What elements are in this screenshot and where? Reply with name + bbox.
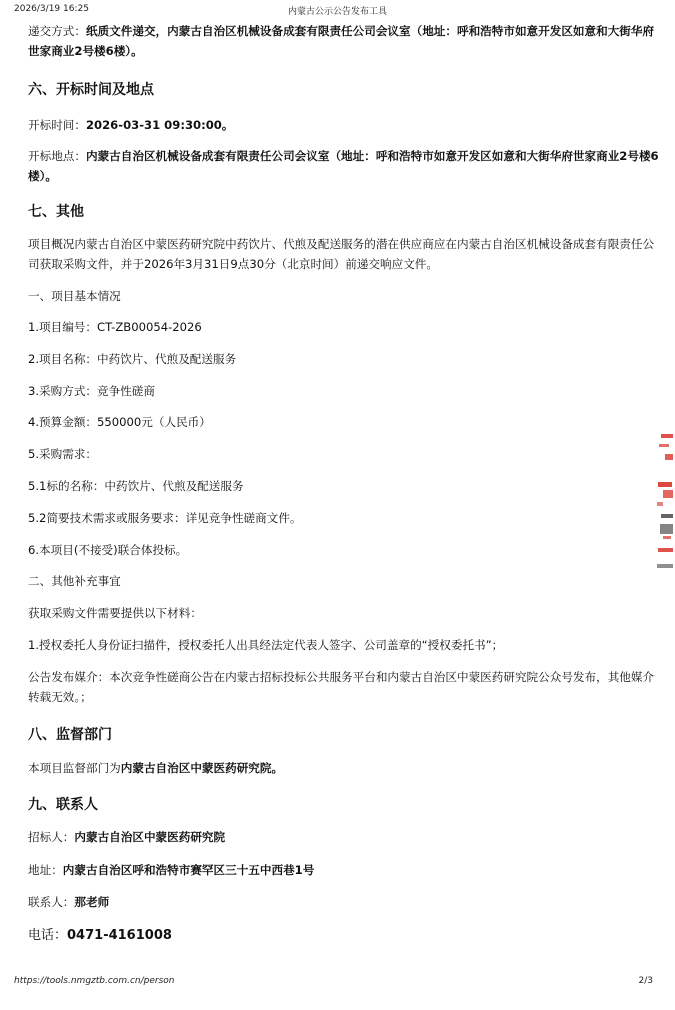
seal-stamp-fragment xyxy=(655,432,675,578)
section-8-title: 八、监督部门 xyxy=(28,727,112,743)
project-number: 1.项目编号：CT-ZB00054-2026 xyxy=(28,320,202,334)
consortium-note: 6.本项目(不接受)联合体投标。 xyxy=(28,543,188,557)
lot-name: 5.1标的名称：中药饮片、代煎及配送服务 xyxy=(28,479,244,493)
print-timestamp: 2026/3/19 16:25 xyxy=(14,4,89,14)
procurement-method: 3.采购方式：竞争性磋商 xyxy=(28,384,155,398)
procurement-demand: 5.采购需求： xyxy=(28,447,98,461)
page-url: https://tools.nmgztb.com.cn/person xyxy=(14,976,175,986)
contact-phone: 电话：0471-4161008 xyxy=(28,928,172,943)
bid-open-time: 开标时间：2026-03-31 09:30:00。 xyxy=(28,118,234,132)
submit-method: 递交方式：纸质文件递交，内蒙古自治区机械设备成套有限责任公司会议室（地址：呼和浩特市如意开发区如意和大街华府世家商业2号楼6楼）。 xyxy=(28,24,655,58)
supplementary-title: 二、其他补充事宜 xyxy=(28,574,121,588)
budget-amount: 4.预算金额：550000元（人民币） xyxy=(28,415,211,429)
contact-person: 联系人：那老师 xyxy=(28,895,110,909)
project-name: 2.项目名称：中药饮片、代煎及配送服务 xyxy=(28,352,237,366)
project-overview: 项目概况内蒙古自治区中蒙医药研究院中药饮片、代煎及配送服务的潜在供应商应在内蒙古自治区机械设备成套有限责任公司获取采购文件，并于2026年3月31日9点30分（北京时间）前递交响应文件。 xyxy=(28,237,655,271)
supervision-text: 本项目监督部门为内蒙古自治区中蒙医药研究院。 xyxy=(28,761,284,775)
tech-requirements: 5.2简要技术需求或服务要求：详见竞争性磋商文件。 xyxy=(28,511,302,525)
tenderer: 招标人：内蒙古自治区中蒙医药研究院 xyxy=(28,830,226,844)
print-header xyxy=(14,4,661,18)
section-7-title: 七、其他 xyxy=(28,204,84,220)
bid-open-place: 开标地点：内蒙古自治区机械设备成套有限责任公司会议室（地址：呼和浩特市如意开发区如意和大街华府世家商业2号楼6楼）。 xyxy=(28,149,659,183)
basic-info-title: 一、项目基本情况 xyxy=(28,289,121,303)
contact-address: 地址：内蒙古自治区呼和浩特市赛罕区三十五中西巷1号 xyxy=(28,863,315,877)
section-9-title: 九、联系人 xyxy=(28,797,98,813)
page-number: 2/3 xyxy=(638,976,653,986)
material-item-1: 1.授权委托人身份证扫描件，授权委托人出具经法定代表人签字、公司盖章的“授权委托书”； xyxy=(28,638,504,652)
section-6-title: 六、开标时间及地点 xyxy=(28,82,154,98)
print-title: 内蒙古公示公告发布工具 xyxy=(287,7,387,17)
publication-media: 公告发布媒介：本次竞争性磋商公告在内蒙古招标投标公共服务平台和内蒙古自治区中蒙医药研究院公众号发布，其他媒介转载无效。； xyxy=(28,670,655,704)
materials-intro: 获取采购文件需要提供以下材料： xyxy=(28,606,202,620)
